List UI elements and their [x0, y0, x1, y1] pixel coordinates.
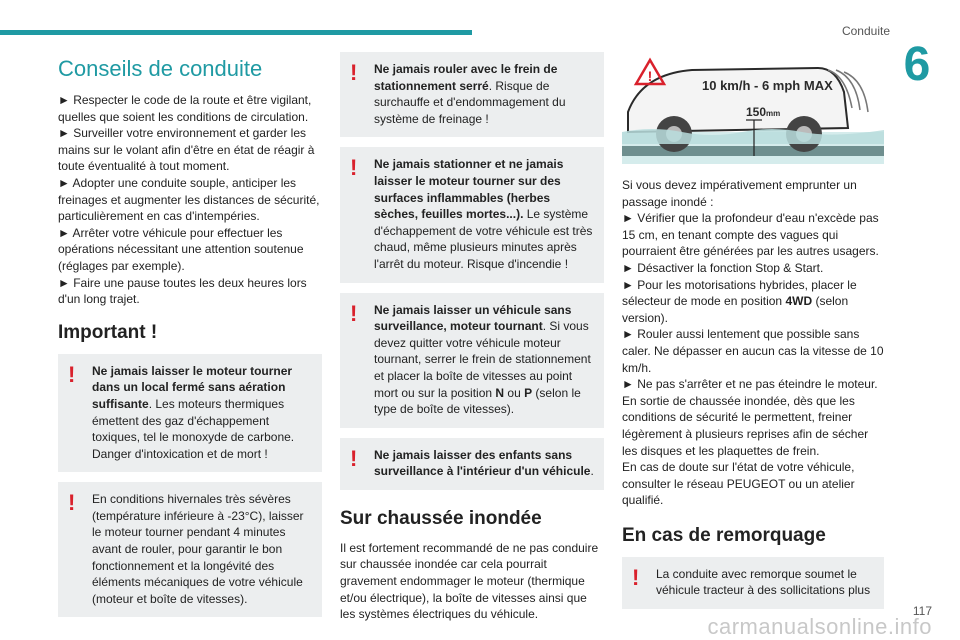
warning-box	[340, 52, 604, 137]
flood-text: Il est fortement recommandé de ne pas conduire sur chaussée inondée car cela pourrait gravement endommager le moteur (thermique et/ou électrique), la boîte de vitesses ainsi que les systèmes électriques du véhicule.	[340, 540, 599, 622]
important-heading: Important !	[58, 321, 158, 343]
flood-step-2: ► Désactiver la fonction Stop & Start.	[622, 260, 824, 275]
depth-value: 150	[746, 105, 767, 119]
advice-line-2: ► Surveiller votre environnement et garder les mains sur le volant afin d'être en état de réagir à toute éventualité à tout moment.	[58, 126, 315, 174]
flood-intro: Si vous devez impérativement emprunter un passage inondé :	[622, 178, 857, 209]
flood-step-5: ► Ne pas s'arrêter et ne pas éteindre le moteur.	[622, 377, 878, 392]
mode-4wd: 4WD	[785, 294, 813, 309]
warning-bold: Ne jamais stationner et ne jamais laisser le moteur tourner sur des surfaces inflammables (herbes sèches, feuilles mortes...).	[374, 157, 564, 222]
gear-n: N	[495, 385, 505, 400]
advice-line-4: ► Arrêter votre véhicule pour effectuer les opérations nécessitant une attention soutenue (réglages par exemple).	[58, 225, 304, 273]
exclamation-icon: !	[350, 300, 358, 326]
after-flood-text: En sortie de chaussée inondée, dès que les conditions de sécurité le permettent, freiner légèrement à plusieurs reprises afin de sécher les disques et les plaquettes de frein.	[622, 393, 869, 458]
flood-illustration	[622, 52, 884, 164]
exclamation-icon: !	[68, 361, 76, 387]
flood-step-3	[622, 277, 884, 327]
svg-text:!: !	[647, 68, 653, 84]
flood-step-1: ► Vérifier que la profondeur d'eau n'excède pas 15 cm, en tenant compte des vagues qui pourraient être générées par les autres usagers.	[622, 211, 879, 259]
warning-bold: Ne jamais laisser des enfants sans surveillance à l'intérieur d'un véhicule	[374, 447, 591, 479]
warning-text: . Si vous devez quitter votre véhicule moteur tournant, serrer le frein de stationnement et placer la boîte de vitesses au point mort ou sur la position	[374, 319, 591, 400]
column-3	[622, 52, 884, 619]
column-1	[58, 52, 322, 627]
column-2	[340, 52, 604, 623]
exclamation-icon: !	[68, 490, 76, 516]
gear-p: P	[524, 385, 533, 400]
exclamation-icon: !	[632, 564, 640, 590]
advice-line-5: ► Faire une pause toutes les deux heures lors d'un long trajet.	[58, 275, 307, 307]
section-title: Conduite	[841, 24, 890, 38]
flood-step-4: ► Rouler aussi lentement que possible sans caler. Ne dépasser en aucun cas la vitesse de 10 km/h.	[622, 327, 884, 375]
warning-bold: Ne jamais laisser un véhicule sans surveillance, moteur tournant	[374, 302, 572, 334]
warning-box	[340, 438, 604, 490]
warning-text: Le système d'échappement de votre véhicule est très chaud, même plusieurs minutes après l'arrêt du moteur. Risque d'incendie !	[374, 207, 593, 271]
page-title: Conseils de conduite	[58, 56, 263, 81]
warning-text: ou	[504, 385, 525, 400]
towing-heading: En cas de remorquage	[622, 524, 826, 546]
warning-box	[622, 557, 884, 609]
chapter-number: 6	[903, 38, 931, 91]
warning-text: .	[590, 464, 594, 479]
warning-text: En conditions hivernales très sévères (température inférieure à -23°C), laisser le moteur tourner pendant 4 minutes avant de rouler, pour garantir le bon fonctionnement et la longévité des éléments mécaniques de votre véhicule (moteur et boîte de vitesses).	[92, 492, 304, 606]
flood-step-text: (selon version).	[622, 294, 849, 325]
warning-text: . Les moteurs thermiques émettent des gaz d'échappement toxiques, tel le monoxyde de carbone. Danger d'intoxication et de mort !	[92, 396, 295, 461]
flood-step-text: ► Pour les motorisations hybrides, placer le sélecteur de mode en position	[622, 277, 857, 309]
warning-box	[340, 147, 604, 282]
flood-heading: Sur chaussée inondée	[340, 507, 542, 529]
warning-bold: Ne jamais laisser le moteur tourner dans un local fermé sans aération suffisante	[92, 363, 293, 411]
header-accent-bar	[0, 30, 472, 35]
exclamation-icon: !	[350, 155, 358, 181]
speed-label: 10 km/h - 6 mph MAX	[702, 78, 833, 93]
page-number: 117	[912, 604, 932, 618]
warning-box	[58, 482, 322, 617]
depth-unit: mm	[766, 109, 781, 118]
warning-text: (selon le type de boîte de vitesses).	[374, 385, 581, 417]
doubt-text: En cas de doute sur l'état de votre véhicule, consulter le réseau PEUGEOT ou un atelier qualifié.	[622, 460, 855, 508]
advice-line-1: ► Respecter le code de la route et être vigilant, quelles que soient les conditions de circulation.	[58, 93, 312, 124]
advice-line-3: ► Adopter une conduite souple, anticiper les freinages et augmenter les distances de sécurité, particulièrement en cas d'intempéries.	[58, 175, 320, 224]
exclamation-icon: !	[350, 60, 358, 85]
warning-box	[340, 293, 604, 428]
exclamation-icon: !	[350, 445, 358, 471]
warning-text: La conduite avec remorque soumet le véhicule tracteur à des sollicitations plus	[656, 566, 871, 598]
watermark: carmanualsonline.info	[707, 614, 932, 639]
warning-bold: Ne jamais rouler avec le frein de stationnement serré	[374, 62, 558, 93]
warning-box	[58, 354, 322, 473]
warning-text: . Risque de surchauffe et d'endommagement du système de freinage !	[374, 78, 566, 126]
